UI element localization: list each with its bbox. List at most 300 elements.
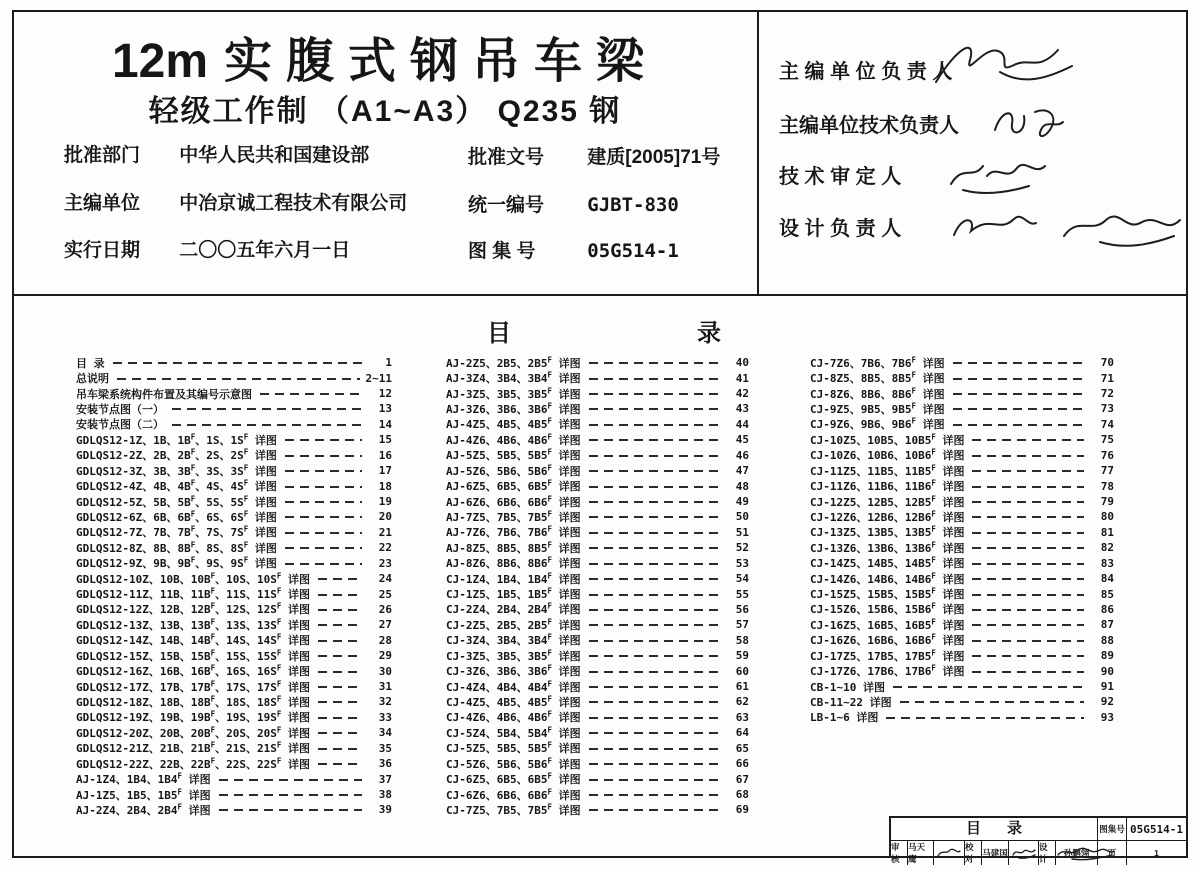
dash-leader: [589, 609, 719, 611]
toc-entry-page: 59: [735, 649, 749, 663]
toc-entry: [446, 648, 749, 663]
toc-entry-label: AJ-6Z5、6B5、$6B5^F$ 详图: [446, 478, 581, 494]
toc-entry-page: 44: [735, 417, 749, 431]
toc-entry-page: 62: [735, 695, 749, 709]
toc-entry-label: GDLQS12-10Z、10B、$10B^F$、10S、$10S^F$ 详图: [76, 570, 310, 586]
role-design-responsible: 设 计 负 责 人: [779, 218, 902, 240]
toc-entry-page: 77: [1100, 464, 1114, 478]
dash-leader: [972, 671, 1084, 673]
toc-entry-page: 53: [735, 556, 749, 570]
toc-entry: [810, 525, 1114, 540]
approval-dept-label: 批准部门: [64, 145, 141, 166]
toc-entry: [446, 756, 749, 771]
toc-entry-label: CJ-3Z6、3B6、$3B6^F$ 详图: [446, 663, 581, 679]
toc-heading: 目录: [487, 320, 907, 347]
toc-entry-page: 56: [735, 602, 749, 616]
checker-signature: [1009, 841, 1039, 865]
chief-editor-unit-label: 主编单位: [64, 193, 141, 214]
toc-entry-label: 总说明: [76, 372, 109, 386]
toc-entry: [76, 771, 392, 786]
toc-column-3: [810, 355, 1114, 725]
toc-entry-page: 90: [1100, 664, 1114, 678]
dash-leader: [589, 516, 719, 518]
reviewer-signature: [934, 841, 965, 865]
dash-leader: [972, 594, 1084, 596]
toc-entry-label: GDLQS12-20Z、20B、$20B^F$、20S、$20S^F$ 详图: [76, 725, 310, 740]
toc-entry: [446, 478, 749, 493]
toc-entry: [446, 679, 749, 694]
toc-entry-label: CJ-5Z6、5B6、$5B6^F$ 详图: [446, 756, 581, 771]
toc-entry: [76, 463, 392, 478]
dash-leader: [972, 578, 1084, 580]
toc-entry: [810, 633, 1114, 648]
toc-entry-page: 30: [378, 664, 392, 678]
toc-entry-label: AJ-5Z6、5B6、$5B6^F$ 详图: [446, 463, 581, 478]
dash-leader: [589, 748, 719, 750]
toc-entry: [446, 710, 749, 725]
atlas-no-row: [468, 236, 679, 263]
designer-label: 设计: [1039, 841, 1056, 865]
dash-leader: [972, 486, 1084, 488]
toc-entry-page: 48: [735, 479, 749, 493]
toc-entry: [810, 417, 1114, 432]
toc-entry-label: CB-1~10 详图: [810, 680, 885, 694]
dash-leader: [318, 717, 362, 719]
dash-leader: [318, 594, 362, 596]
approval-dept-row: [64, 140, 369, 167]
toc-entry: [446, 370, 749, 385]
toc-entry-page: 20: [378, 510, 392, 524]
toc-entry: [76, 756, 392, 771]
toc-entry-label: CJ-1Z5、1B5、$1B5^F$ 详图: [446, 586, 581, 602]
toc-entry-label: 安装节点图（一）: [76, 402, 164, 416]
toc-entry-label: AJ-1Z4、1B4、$1B4^F$ 详图: [76, 771, 211, 787]
toc-entry-label: CJ-3Z4、3B4、$3B4^F$ 详图: [446, 632, 581, 648]
dash-leader: [318, 609, 362, 611]
toc-entry: [446, 633, 749, 648]
dash-leader: [318, 640, 362, 642]
toc-entry-label: GDLQS12-9Z、9B、$9B^F$、9S、$9S^F$ 详图: [76, 555, 277, 571]
unified-no-label: 统一编号: [468, 195, 545, 216]
toc-entry-label: GDLQS12-2Z、2B、$2B^F$、2S、$2S^F$ 详图: [76, 447, 277, 463]
approval-doc-no-row: [468, 142, 720, 169]
dash-leader: [318, 748, 362, 750]
dash-leader: [972, 439, 1084, 441]
toc-entry-page: 15: [378, 433, 392, 447]
toc-entry-page: 83: [1100, 556, 1114, 570]
toc-entry-page: 2~11: [365, 371, 392, 385]
toc-entry: [446, 355, 749, 370]
toc-entry-page: 24: [378, 572, 392, 586]
toc-entry-page: 12: [378, 387, 392, 401]
toc-entry: [76, 679, 392, 694]
toc-entry: [76, 386, 392, 401]
dash-leader: [589, 547, 719, 549]
toc-entry-page: 54: [735, 572, 749, 586]
toc-entry-label: CJ-12Z5、12B5、$12B5^F$ 详图: [810, 493, 965, 509]
toc-entry-page: 23: [378, 556, 392, 570]
toc-entry-page: 55: [735, 587, 749, 601]
toc-entry-label: AJ-8Z6、8B6、$8B6^F$ 详图: [446, 555, 581, 571]
dash-leader: [589, 563, 719, 565]
toc-entry-page: 81: [1100, 525, 1114, 539]
toc-entry: [76, 725, 392, 740]
dash-leader: [589, 717, 719, 719]
dash-leader: [260, 393, 362, 395]
toc-entry-page: 85: [1100, 587, 1114, 601]
toc-entry-label: CJ-8Z5、8B5、$8B5^F$ 详图: [810, 370, 945, 386]
approval-dept-value: 中华人民共和国建设部: [179, 145, 370, 166]
toc-entry: [446, 463, 749, 478]
toc-entry-page: 78: [1100, 479, 1114, 493]
toc-entry-page: 51: [735, 525, 749, 539]
toc-entry-page: 22: [378, 541, 392, 555]
chief-editor-unit-row: [64, 188, 407, 215]
toc-column-2: [446, 355, 749, 818]
toc-entry-page: 89: [1100, 649, 1114, 663]
role-chief-responsible: 主 编 单 位 负 责 人: [779, 61, 953, 83]
dash-leader: [318, 686, 362, 688]
toc-entry: [446, 663, 749, 678]
toc-entry: [446, 509, 749, 524]
toc-entry: [76, 663, 392, 678]
toc-entry-page: 71: [1100, 371, 1114, 385]
dash-leader: [589, 393, 719, 395]
toc-entry-label: GDLQS12-3Z、3B、$3B^F$、3S、$3S^F$ 详图: [76, 463, 277, 478]
toc-entry-page: 16: [378, 448, 392, 462]
toc-entry: [76, 432, 392, 447]
dash-leader: [318, 763, 362, 765]
toc-entry: [76, 509, 392, 524]
toc-entry-page: 88: [1100, 633, 1114, 647]
toc-entry-label: CJ-14Z5、14B5、$14B5^F$ 详图: [810, 555, 965, 571]
toc-entry: [446, 586, 749, 601]
toc-entry-label: GDLQS12-8Z、8B、$8B^F$、8S、$8S^F$ 详图: [76, 540, 277, 555]
dash-leader: [285, 455, 362, 457]
toc-entry-page: 87: [1100, 618, 1114, 632]
toc-entry: [810, 401, 1114, 416]
sheet-title: 目录: [891, 818, 1098, 840]
dash-leader: [972, 563, 1084, 565]
toc-entry: [810, 355, 1114, 370]
unified-no-row: [468, 190, 679, 217]
toc-entry-label: CJ-8Z6、8B6、$8B6^F$ 详图: [810, 385, 945, 401]
toc-entry-page: 63: [735, 710, 749, 724]
toc-entry-label: 目 录: [76, 356, 105, 370]
toc-entry-label: GDLQS12-7Z、7B、$7B^F$、7S、$7S^F$ 详图: [76, 524, 277, 540]
dash-leader: [589, 578, 719, 580]
toc-entry: [76, 417, 392, 432]
dash-leader: [589, 686, 719, 688]
toc-entry-page: 31: [378, 680, 392, 694]
toc-entry: [810, 448, 1114, 463]
dash-leader: [972, 640, 1084, 642]
toc-entry: [76, 478, 392, 493]
toc-entry-label: CJ-13Z5、13B5、$13B5^F$ 详图: [810, 524, 965, 540]
dash-leader: [589, 470, 719, 472]
page-subtitle: 轻级工作制 （A1~A3） Q235 钢: [148, 95, 622, 128]
toc-entry-page: 38: [378, 788, 392, 802]
toc-entry-page: 61: [735, 680, 749, 694]
toc-entry-label: AJ-5Z5、5B5、$5B5^F$ 详图: [446, 447, 581, 463]
dash-leader: [318, 655, 362, 657]
page-title-cjk: 实腹式钢吊车梁: [224, 35, 659, 88]
toc-entry: [446, 448, 749, 463]
toc-entry-label: GDLQS12-12Z、12B、$12B^F$、12S、$12S^F$ 详图: [76, 601, 310, 617]
toc-entry-label: GDLQS12-17Z、17B、$17B^F$、17S、$17S^F$ 详图: [76, 678, 310, 694]
toc-entry: [810, 509, 1114, 524]
toc-entry: [446, 617, 749, 632]
atlas-no-label: 图 集 号: [468, 241, 536, 262]
toc-entry: [76, 648, 392, 663]
checker-label: 校对: [965, 841, 982, 865]
toc-entry-label: AJ-4Z5、4B5、$4B5^F$ 详图: [446, 416, 581, 432]
effective-date-row: [64, 235, 350, 262]
toc-entry-page: 67: [735, 772, 749, 786]
dash-leader: [113, 362, 362, 364]
page-cell-value: 1: [1154, 848, 1159, 858]
toc-entry-page: 33: [378, 710, 392, 724]
toc-entry-label: CJ-7Z6、7B6、$7B6^F$ 详图: [810, 355, 945, 370]
toc-entry-label: GDLQS12-15Z、15B、$15B^F$、15S、$15S^F$ 详图: [76, 648, 310, 663]
toc-entry-label: CJ-15Z6、15B6、$15B6^F$ 详图: [810, 601, 965, 617]
toc-entry: [446, 386, 749, 401]
title-block-row-1: [891, 818, 1186, 841]
toc-entry-page: 42: [735, 387, 749, 401]
toc-entry-label: AJ-2Z5、2B5、$2B5^F$ 详图: [446, 355, 581, 370]
dash-leader: [972, 455, 1084, 457]
dash-leader: [589, 362, 719, 364]
toc-entry: [76, 401, 392, 416]
toc-entry: [76, 617, 392, 632]
title-block: [889, 816, 1188, 864]
toc-entry: [810, 617, 1114, 632]
toc-entry-label: AJ-7Z5、7B5、$7B5^F$ 详图: [446, 509, 581, 524]
dash-leader: [589, 378, 719, 380]
toc-entry: [446, 771, 749, 786]
header-horizontal-divider: [12, 294, 1188, 296]
toc-entry: [446, 602, 749, 617]
dash-leader: [589, 594, 719, 596]
dash-leader: [589, 624, 719, 626]
toc-entry: [446, 694, 749, 709]
dash-leader: [589, 732, 719, 734]
toc-entry-label: CJ-10Z5、10B5、$10B5^F$ 详图: [810, 432, 965, 447]
toc-entry-page: 47: [735, 464, 749, 478]
toc-entry: [446, 525, 749, 540]
toc-entry: [76, 571, 392, 586]
toc-entry-page: 73: [1100, 402, 1114, 416]
page-title: [35, 22, 735, 91]
toc-entry-page: 49: [735, 495, 749, 508]
toc-entry-page: 82: [1100, 541, 1114, 555]
toc-entry-label: CJ-17Z5、17B5、$17B5^F$ 详图: [810, 648, 965, 663]
toc-entry-label: AJ-3Z6、3B6、$3B6^F$ 详图: [446, 401, 581, 416]
toc-entry: [810, 602, 1114, 617]
toc-entry-label: AJ-6Z6、6B6、$6B6^F$ 详图: [446, 493, 581, 509]
toc-entry: [446, 401, 749, 416]
toc-entry: [76, 710, 392, 725]
toc-entry-label: GDLQS12-4Z、4B、$4B^F$、4S、$4S^F$ 详图: [76, 478, 277, 494]
toc-entry-page: 41: [735, 371, 749, 385]
dash-leader: [172, 408, 362, 410]
toc-entry-page: 91: [1100, 680, 1114, 694]
toc-entry: [810, 586, 1114, 601]
dash-leader: [219, 779, 362, 781]
dash-leader: [589, 809, 719, 811]
toc-entry-page: 32: [378, 695, 392, 709]
dash-leader: [953, 362, 1084, 364]
toc-entry: [446, 555, 749, 570]
toc-entry-label: GDLQS12-19Z、19B、$19B^F$、19S、$19S^F$ 详图: [76, 709, 310, 725]
toc-entry-page: 86: [1100, 602, 1114, 616]
toc-entry-label: AJ-3Z4、3B4、$3B4^F$ 详图: [446, 370, 581, 386]
toc-entry-label: GDLQS12-5Z、5B、$5B^F$、5S、$5S^F$ 详图: [76, 493, 277, 509]
dash-leader: [219, 809, 362, 811]
toc-entry: [810, 679, 1114, 694]
dash-leader: [285, 470, 362, 472]
dash-leader: [285, 486, 362, 488]
toc-entry-label: GDLQS12-1Z、1B、$1B^F$、1S、$1S^F$ 详图: [76, 432, 277, 447]
dash-leader: [285, 439, 362, 441]
toc-entry: [446, 494, 749, 509]
toc-entry-page: 36: [378, 757, 392, 771]
atlas-no-value: 05G514-1: [587, 240, 679, 262]
toc-entry: [76, 540, 392, 555]
effective-date-value: 二〇〇五年六月一日: [179, 240, 351, 261]
toc-entry-page: 37: [378, 772, 392, 786]
toc-entry-label: GDLQS12-22Z、22B、$22B^F$、22S、$22S^F$ 详图: [76, 756, 310, 771]
toc-entry-page: 58: [735, 633, 749, 647]
toc-entry-label: CJ-16Z5、16B5、$16B5^F$ 详图: [810, 617, 965, 632]
dash-leader: [972, 501, 1084, 503]
toc-entry-label: GDLQS12-18Z、18B、$18B^F$、18S、$18S^F$ 详图: [76, 694, 310, 709]
toc-entry: [446, 540, 749, 555]
dash-leader: [972, 470, 1084, 472]
dash-leader: [886, 717, 1084, 719]
dash-leader: [219, 794, 362, 796]
dash-leader: [172, 424, 362, 426]
toc-entry-page: 80: [1100, 510, 1114, 524]
toc-entry-page: 52: [735, 541, 749, 555]
atlas-no-cell-label: 图集号: [1098, 818, 1127, 840]
approval-doc-no-value: 建质[2005]71号: [587, 147, 721, 168]
toc-entry-label: CJ-9Z5、9B5、$9B5^F$ 详图: [810, 401, 945, 416]
title-block-row-2: [891, 841, 1186, 865]
toc-entry-page: 74: [1100, 417, 1114, 431]
dash-leader: [589, 763, 719, 765]
toc-entry: [810, 555, 1114, 570]
toc-entry-page: 18: [378, 479, 392, 493]
toc-entry: [810, 710, 1114, 725]
dash-leader: [953, 378, 1084, 380]
toc-entry-page: 34: [378, 726, 392, 740]
toc-entry-page: 68: [735, 788, 749, 802]
dash-leader: [589, 701, 719, 703]
toc-entry-page: 65: [735, 741, 749, 755]
toc-entry: [810, 386, 1114, 401]
dash-leader: [117, 378, 360, 380]
toc-entry-label: CJ-17Z6、17B6、$17B6^F$ 详图: [810, 663, 965, 679]
toc-entry-page: 14: [378, 417, 392, 431]
checker-name: 马建国: [982, 841, 1009, 865]
toc-entry: [810, 370, 1114, 385]
toc-entry-page: 45: [735, 433, 749, 447]
dash-leader: [972, 609, 1084, 611]
toc-entry-page: 43: [735, 402, 749, 416]
toc-entry: [446, 725, 749, 740]
toc-entry: [76, 448, 392, 463]
toc-entry: [810, 494, 1114, 509]
reviewer-label: 审核: [891, 841, 908, 865]
toc-entry-label: CJ-9Z6、9B6、$9B6^F$ 详图: [810, 416, 945, 432]
toc-entry-page: 84: [1100, 572, 1114, 586]
toc-entry: [76, 633, 392, 648]
toc-entry-label: CJ-3Z5、3B5、$3B5^F$ 详图: [446, 648, 581, 663]
toc-entry-label: GDLQS12-14Z、14B、$14B^F$、14S、$14S^F$ 详图: [76, 632, 310, 648]
toc-entry-label: CJ-1Z4、1B4、$1B4^F$ 详图: [446, 570, 581, 586]
dash-leader: [589, 486, 719, 488]
dash-leader: [953, 393, 1084, 395]
toc-entry-page: 19: [378, 495, 392, 508]
toc-entry-label: CJ-7Z5、7B5、$7B5^F$ 详图: [446, 802, 581, 817]
toc-entry: [76, 694, 392, 709]
toc-entry-label: CJ-14Z6、14B6、$14B6^F$ 详图: [810, 570, 965, 586]
dash-leader: [589, 439, 719, 441]
toc-entry-label: CJ-2Z4、2B4、$2B4^F$ 详图: [446, 601, 581, 617]
toc-entry-label: GDLQS12-16Z、16B、$16B^F$、16S、$16S^F$ 详图: [76, 663, 310, 679]
approval-doc-no-label: 批准文号: [468, 147, 545, 168]
dash-leader: [589, 424, 719, 426]
toc-entry: [76, 586, 392, 601]
toc-entry-label: AJ-3Z5、3B5、$3B5^F$ 详图: [446, 385, 581, 401]
toc-entry-label: CJ-4Z6、4B6、$4B6^F$ 详图: [446, 709, 581, 725]
dash-leader: [318, 701, 362, 703]
dash-leader: [953, 408, 1084, 410]
toc-entry: [76, 355, 392, 370]
toc-entry-page: 27: [378, 618, 392, 632]
dash-leader: [589, 640, 719, 642]
role-technical-examiner: 技 术 审 定 人: [779, 166, 902, 188]
dash-leader: [972, 624, 1084, 626]
dash-leader: [285, 532, 362, 534]
toc-entry-label: CJ-16Z6、16B6、$16B6^F$ 详图: [810, 632, 965, 648]
page-title-prefix: 12m: [111, 35, 209, 88]
toc-entry-page: 46: [735, 448, 749, 462]
effective-date-label: 实行日期: [64, 240, 141, 261]
toc-entry-page: 13: [378, 402, 392, 416]
toc-entry-label: CB-11~22 详图: [810, 696, 892, 709]
toc-entry: [810, 540, 1114, 555]
dash-leader: [953, 424, 1084, 426]
dash-leader: [318, 578, 362, 580]
toc-entry-label: CJ-11Z6、11B6、$11B6^F$ 详图: [810, 478, 965, 494]
toc-entry-page: 25: [378, 587, 392, 601]
toc-entry-label: CJ-15Z5、15B5、$15B5^F$ 详图: [810, 586, 965, 602]
toc-entry-page: 28: [378, 633, 392, 647]
dash-leader: [285, 501, 362, 503]
dash-leader: [285, 547, 362, 549]
atlas-no-cell-value: 05G514-1: [1130, 822, 1183, 836]
toc-entry: [810, 432, 1114, 447]
toc-entry-page: 69: [735, 803, 749, 817]
toc-entry-label: CJ-11Z5、11B5、$11B5^F$ 详图: [810, 463, 965, 478]
toc-entry: [810, 463, 1114, 478]
toc-entry-page: 26: [378, 602, 392, 616]
toc-entry-page: 66: [735, 757, 749, 771]
toc-entry-page: 57: [735, 618, 749, 632]
toc-entry-page: 75: [1100, 433, 1114, 447]
